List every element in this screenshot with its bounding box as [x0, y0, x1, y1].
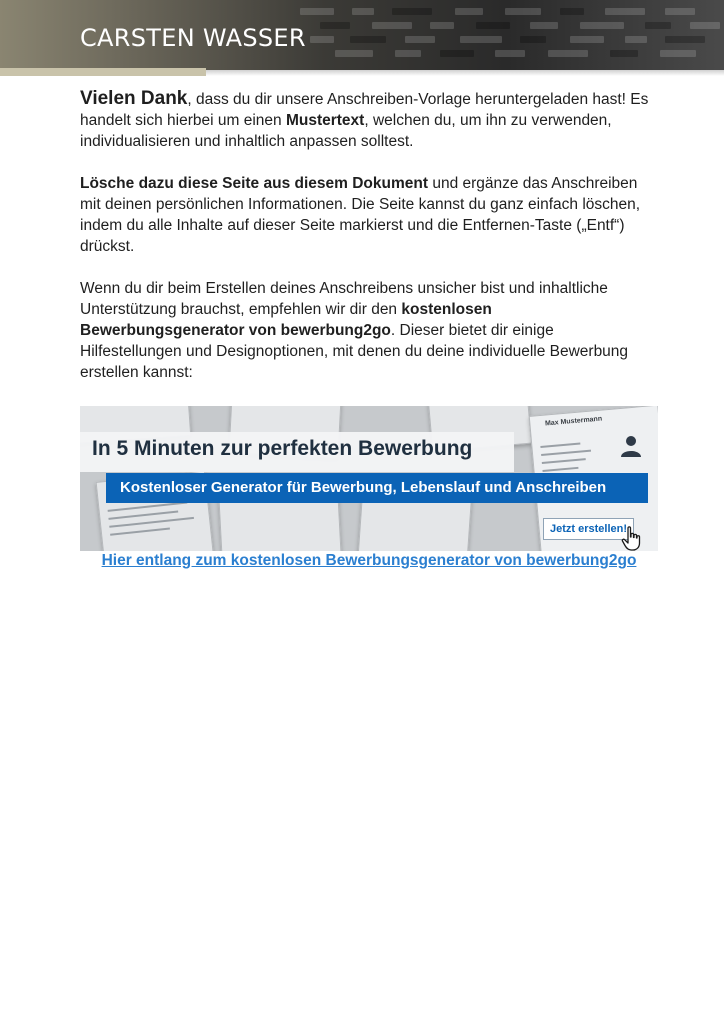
- hand-cursor-icon: [621, 526, 643, 551]
- recommendation-bold: kostenlosen Bewerbungsgenerator von bewerbung2go: [80, 301, 492, 339]
- recommendation-text-2: . Dieser bietet dir einige Hilfestellungen und Designoptionen, mit denen du deine individuelle Bewerbung erstellen kannst:: [80, 322, 629, 381]
- generator-link[interactable]: Hier entlang zum kostenlosen Bewerbungsgenerator von bewerbung2go: [101, 552, 637, 569]
- intro-text-2: , welchen du, um ihn zu verwenden, individualisieren und inhaltlich anpassen solltest.: [80, 112, 612, 150]
- header-accent-bar: [0, 68, 206, 76]
- generator-banner[interactable]: [80, 406, 658, 551]
- instructions-bold: Lösche dazu diese Seite aus diesem Dokument: [80, 175, 429, 192]
- instructions-paragraph: [80, 173, 650, 257]
- intro-text-1: , dass du dir unsere Anschreiben-Vorlage heruntergeladen hast! Es handelt sich hierbei um einen: [80, 91, 649, 129]
- banner-subline: Kostenloser Generator für Bewerbung, Lebenslauf und Anschreiben: [106, 473, 648, 503]
- header-band: [0, 0, 724, 70]
- recommendation-paragraph: [80, 278, 650, 383]
- page-content: [80, 88, 650, 404]
- header-name: CARSTEN WASSER: [80, 24, 306, 52]
- banner-headline: In 5 Minuten zur perfekten Bewerbung: [92, 437, 473, 460]
- person-icon: [620, 434, 642, 458]
- intro-bold: Mustertext: [285, 112, 365, 129]
- recommendation-text-1: Wenn du dir beim Erstellen deines Anschreibens unsicher bist und inhaltliche Unterstützung brauchst, empfehlen wir dir den: [80, 280, 608, 318]
- intro-lead: Vielen Dank: [80, 88, 188, 109]
- instructions-text: und ergänze das Anschreiben mit deinen persönlichen Informationen. Die Seite kannst du ganz einfach löschen, indem du alle Inhalte auf dieser Seite markierst und die Entfernen-Taste („Entf“) drückst.: [80, 175, 641, 255]
- sample-cv-name: Max Mustermann: [544, 415, 603, 428]
- create-now-button[interactable]: Jetzt erstellen!: [543, 518, 634, 540]
- intro-paragraph: [80, 88, 650, 152]
